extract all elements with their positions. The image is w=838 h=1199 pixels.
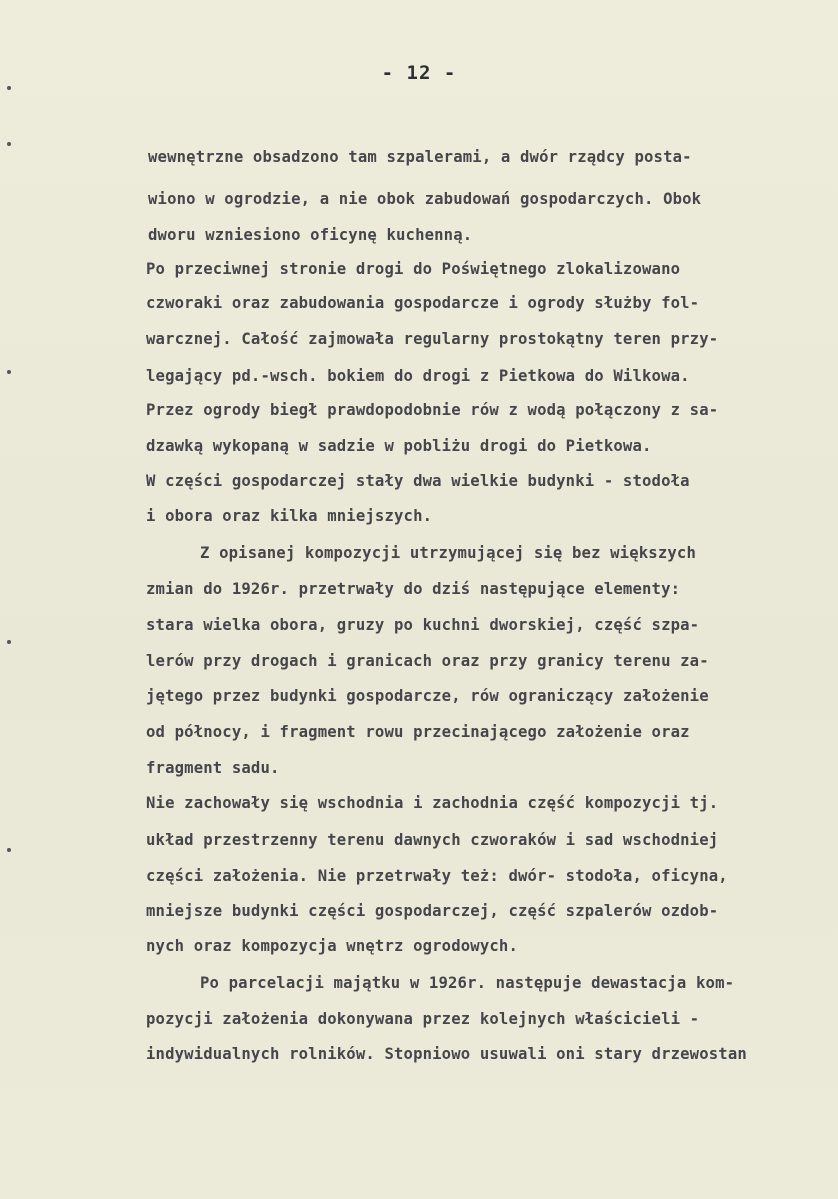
- text-line: i obora oraz kilka mniejszych.: [146, 507, 433, 525]
- text-line: Przez ogrody biegł prawdopodobnie rów z wodą połączony z sa-: [146, 401, 719, 419]
- text-line: czworaki oraz zabudowania gospodarcze i ogrody służby fol-: [146, 294, 700, 312]
- text-line: układ przestrzenny terenu dawnych czworaków i sad wschodniej: [146, 831, 719, 849]
- text-line: indywidualnych rolników. Stopniowo usuwali oni stary drzewostan: [146, 1045, 747, 1063]
- text-line: nych oraz kompozycja wnętrz ogrodowych.: [146, 937, 518, 955]
- text-line: dworu wzniesiono oficynę kuchenną.: [148, 226, 473, 244]
- text-line: legający pd.-wsch. bokiem do drogi z Pietkowa do Wilkowa.: [146, 367, 690, 385]
- text-line: W części gospodarczej stały dwa wielkie budynki - stodoła: [146, 472, 690, 490]
- text-line: jętego przez budynki gospodarcze, rów ograniczący założenie: [146, 687, 709, 705]
- text-line: Nie zachowały się wschodnia i zachodnia część kompozycji tj.: [146, 794, 719, 812]
- punch-hole-mark: [7, 86, 11, 90]
- text-line: zmian do 1926r. przetrwały do dziś następujące elementy:: [146, 580, 681, 598]
- text-line: mniejsze budynki części gospodarczej, część szpalerów ozdob-: [146, 902, 719, 920]
- page-number: - 12 -: [381, 62, 457, 84]
- text-line: stara wielka obora, gruzy po kuchni dworskiej, część szpa-: [146, 616, 700, 634]
- text-line: lerów przy drogach i granicach oraz przy granicy terenu za-: [146, 652, 709, 670]
- text-line: wiono w ogrodzie, a nie obok zabudowań gospodarczych. Obok: [148, 190, 702, 208]
- text-line: wewnętrzne obsadzono tam szpalerami, a dwór rządcy posta-: [148, 148, 692, 166]
- text-line: Po parcelacji majątku w 1926r. następuje dewastacja kom-: [200, 974, 735, 992]
- text-line: fragment sadu.: [146, 759, 280, 777]
- punch-hole-mark: [7, 848, 11, 852]
- punch-hole-mark: [7, 370, 11, 374]
- text-line: Z opisanej kompozycji utrzymującej się bez większych: [200, 544, 696, 562]
- punch-hole-mark: [7, 640, 11, 644]
- text-line: pozycji założenia dokonywana przez kolejnych właścicieli -: [146, 1010, 700, 1028]
- punch-hole-mark: [7, 142, 11, 146]
- text-line: dzawką wykopaną w sadzie w pobliżu drogi do Pietkowa.: [146, 437, 652, 455]
- text-line: Po przeciwnej stronie drogi do Poświętnego zlokalizowano: [146, 260, 681, 278]
- text-line: od północy, i fragment rowu przecinającego założenie oraz: [146, 723, 690, 741]
- text-line: części założenia. Nie przetrwały też: dwór- stodoła, oficyna,: [146, 867, 728, 885]
- text-line: warcznej. Całość zajmowała regularny prostokątny teren przy-: [146, 330, 719, 348]
